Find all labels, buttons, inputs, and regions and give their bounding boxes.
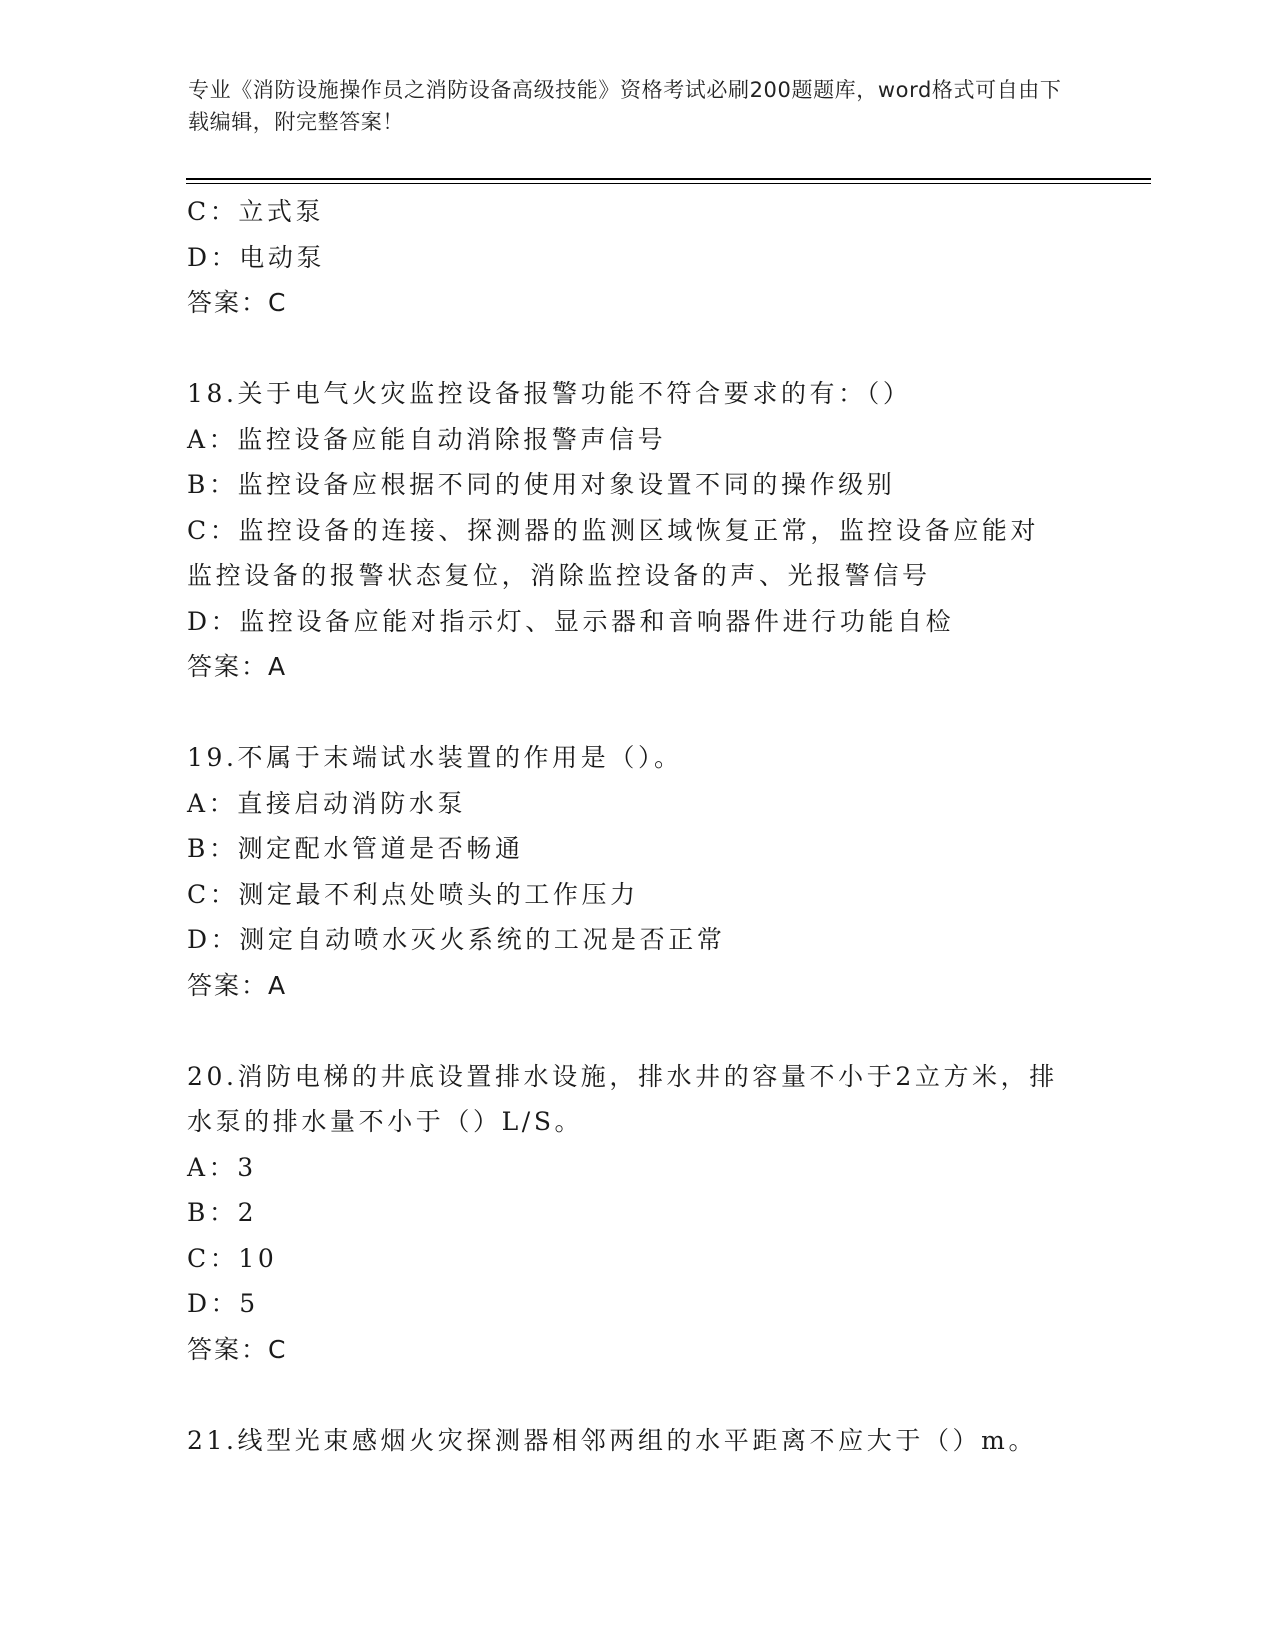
question-21 bbox=[187, 1418, 1087, 1464]
question-stem: 18.关于电气火灾监控设备报警功能不符合要求的有：（） bbox=[187, 379, 912, 408]
spacer bbox=[187, 1372, 1087, 1418]
header-rule-thin bbox=[186, 183, 1151, 184]
question-stem: 20.消防电梯的井底设置排水设施，排水井的容量不小于2立方米，排水泵的排水量不小于（）L/S。 bbox=[187, 1061, 1058, 1136]
option-b: B：2 bbox=[187, 1198, 258, 1227]
header-rule-thick bbox=[186, 178, 1151, 180]
question-17-tail bbox=[187, 189, 1087, 326]
answer: 答案：C bbox=[187, 1334, 288, 1364]
option-d: D：测定自动喷水灭火系统的工况是否正常 bbox=[187, 925, 726, 954]
option-b: B：测定配水管道是否畅通 bbox=[187, 834, 524, 863]
question-stem: 21.线型光束感烟火灾探测器相邻两组的水平距离不应大于（）m。 bbox=[187, 1425, 1038, 1455]
option-c: C：10 bbox=[187, 1243, 278, 1273]
question-20 bbox=[187, 1054, 1087, 1373]
option-a: A：监控设备应能自动消除报警声信号 bbox=[187, 424, 667, 454]
option-d: D：监控设备应能对指示灯、显示器和音响器件进行功能自检 bbox=[187, 606, 955, 636]
spacer bbox=[187, 690, 1087, 736]
document-header: 专业《消防设施操作员之消防设备高级技能》资格考试必刷200题题库，word格式可自由下载编辑，附完整答案！ bbox=[188, 78, 1062, 134]
spacer bbox=[187, 326, 1087, 372]
answer: 答案：A bbox=[187, 970, 288, 1000]
spacer bbox=[187, 1008, 1087, 1054]
option-c: C：监控设备的连接、探测器的监测区域恢复正常，监控设备应能对监控设备的报警状态复位，消除监控设备的声、光报警信号 bbox=[187, 515, 1040, 590]
option-a: A：直接启动消防水泵 bbox=[187, 788, 467, 818]
option-b: B：监控设备应根据不同的使用对象设置不同的操作级别 bbox=[187, 470, 896, 499]
question-19 bbox=[187, 735, 1087, 1008]
option-a: A：3 bbox=[187, 1152, 257, 1182]
question-list bbox=[187, 189, 1087, 1463]
option-d: D：5 bbox=[187, 1289, 259, 1318]
option-c: C：测定最不利点处喷头的工作压力 bbox=[187, 879, 639, 909]
option-d: D：电动泵 bbox=[187, 242, 326, 272]
option-c: C：立式泵 bbox=[187, 197, 325, 226]
question-18 bbox=[187, 371, 1087, 690]
question-stem: 19.不属于末端试水装置的作用是（）。 bbox=[187, 743, 683, 772]
answer: 答案：A bbox=[187, 652, 288, 681]
answer: 答案：C bbox=[187, 288, 288, 317]
